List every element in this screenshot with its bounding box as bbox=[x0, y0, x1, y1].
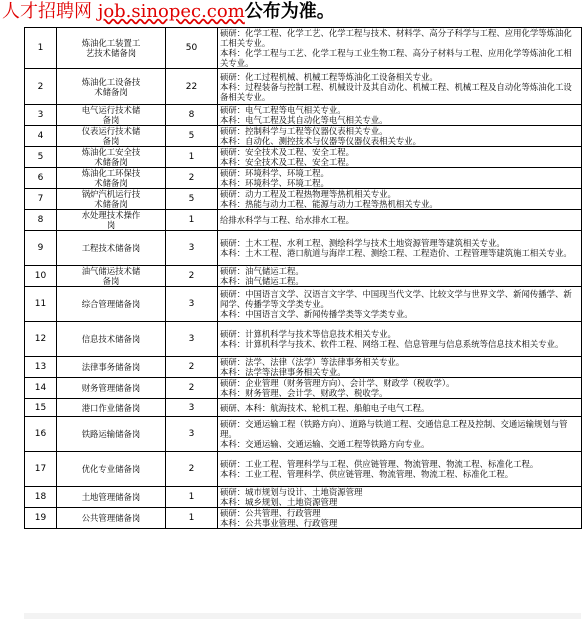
requirement-line: 给排水科学与工程、给水排水工程。 bbox=[220, 215, 354, 225]
headcount: 3 bbox=[166, 399, 218, 417]
header-prefix: 人才招聘网 bbox=[2, 1, 92, 22]
headcount: 1 bbox=[166, 487, 218, 508]
major-requirements bbox=[218, 168, 582, 189]
table-row bbox=[25, 508, 582, 529]
major-requirements bbox=[218, 322, 582, 357]
headcount: 3 bbox=[166, 231, 218, 266]
position-cell bbox=[57, 126, 166, 147]
position-cell bbox=[57, 417, 166, 452]
requirement-line: 硕研：环境科学、环境工程。 bbox=[220, 168, 329, 178]
requirement-line: 本科：化学工程与工艺、化学工程与工业生物工程、高分子材料与工程、应用化学等炼油化工相关专业。 bbox=[220, 48, 572, 68]
requirement-line: 本科：自动化、测控技术与仪器等仪器仪表相关专业。 bbox=[220, 136, 421, 146]
row-number: 5 bbox=[25, 147, 57, 168]
header-notice bbox=[2, 0, 335, 24]
major-requirements bbox=[218, 452, 582, 487]
major-requirements bbox=[218, 147, 582, 168]
headcount: 2 bbox=[166, 378, 218, 399]
row-number: 12 bbox=[25, 322, 57, 357]
header-suffix: 公布为准。 bbox=[244, 1, 335, 22]
headcount: 5 bbox=[166, 189, 218, 210]
position-cell bbox=[57, 322, 166, 357]
table-row bbox=[25, 69, 582, 105]
requirement-line: 本科：公共事业管理、行政管理 bbox=[220, 518, 338, 528]
table-row bbox=[25, 417, 582, 452]
headcount: 2 bbox=[166, 168, 218, 189]
requirement-line: 本科：土木工程、港口航道与海岸工程、测绘工程、工程造价、工程管理等建筑施工相关专业。 bbox=[220, 248, 572, 258]
headcount: 2 bbox=[166, 452, 218, 487]
position-cell bbox=[57, 189, 166, 210]
position-name: 法律事务储备岗 bbox=[81, 362, 141, 372]
position-name: 炼油化工安全技术储备岗 bbox=[81, 147, 141, 167]
position-cell bbox=[57, 378, 166, 399]
requirement-line: 硕研：安全技术及工程、安全工程。 bbox=[220, 147, 354, 157]
row-number: 8 bbox=[25, 210, 57, 231]
requirement-line: 本科：法学等法律事务相关专业。 bbox=[220, 367, 346, 377]
headcount: 5 bbox=[166, 126, 218, 147]
requirement-line: 硕研：城市规划与设计、土地资源管理 bbox=[220, 487, 363, 497]
position-name: 铁路运输储备岗 bbox=[81, 429, 141, 439]
table-row bbox=[25, 231, 582, 266]
major-requirements bbox=[218, 378, 582, 399]
row-number: 19 bbox=[25, 508, 57, 529]
requirement-line: 本科：环境科学、环境工程。 bbox=[220, 178, 329, 188]
requirement-line: 本科：安全技术及工程、安全工程。 bbox=[220, 157, 354, 167]
major-requirements bbox=[218, 210, 582, 231]
major-requirements bbox=[218, 189, 582, 210]
requirement-line: 硕研：化学工程、化学工艺、化学工程与技术、材料学、高分子科学与工程、应用化学等炼油化工相关专业。 bbox=[220, 28, 572, 48]
row-number: 17 bbox=[25, 452, 57, 487]
table-row bbox=[25, 287, 582, 322]
headcount: 1 bbox=[166, 147, 218, 168]
row-number: 1 bbox=[25, 28, 57, 69]
requirement-line: 硕研：电气工程等电气相关专业。 bbox=[220, 105, 346, 115]
position-cell bbox=[57, 168, 166, 189]
requirement-line: 硕研：化工过程机械、机械工程等炼油化工设备相关专业。 bbox=[220, 71, 438, 82]
row-number: 14 bbox=[25, 378, 57, 399]
requirement-line: 硕研：土木工程、水利工程、测绘科学与技术土地资源管理等建筑相关专业。 bbox=[220, 238, 505, 248]
requirement-line: 硕研：交通运输工程（铁路方向）、道路与铁道工程、交通信息工程及控制、交通运输规划与管理。 bbox=[220, 419, 568, 439]
requirement-line: 硕研：公共管理、行政管理 bbox=[220, 508, 321, 518]
position-name: 电气运行技术储备岗 bbox=[81, 105, 141, 125]
position-cell bbox=[57, 508, 166, 529]
requirement-line: 硕研：动力工程及工程热物理等热机相关专业。 bbox=[220, 189, 396, 199]
row-number: 18 bbox=[25, 487, 57, 508]
headcount: 3 bbox=[166, 322, 218, 357]
position-cell bbox=[57, 487, 166, 508]
row-number: 11 bbox=[25, 287, 57, 322]
requirement-line: 本科：工业工程、管理科学、供应链管理、物流管理、物流工程、标准化工程。 bbox=[220, 469, 514, 479]
requirement-line: 硕研：控制科学与工程等仪器仪表相关专业。 bbox=[220, 126, 388, 136]
position-name: 水处理技术操作岗 bbox=[81, 210, 141, 230]
position-cell bbox=[57, 357, 166, 378]
table-row bbox=[25, 322, 582, 357]
requirement-line: 本科：电气工程及其自动化等电气相关专业。 bbox=[220, 115, 388, 125]
position-name: 优化专业储备岗 bbox=[81, 464, 141, 474]
requirement-line: 本科：中国语言文学、新闻传播学类等文学类专业。 bbox=[220, 309, 413, 319]
major-requirements bbox=[218, 399, 582, 417]
headcount: 2 bbox=[166, 357, 218, 378]
row-number: 2 bbox=[25, 69, 57, 105]
row-number: 7 bbox=[25, 189, 57, 210]
table-row bbox=[25, 266, 582, 287]
row-number: 10 bbox=[25, 266, 57, 287]
table-row bbox=[25, 452, 582, 487]
requirement-line: 本科：城乡规划、土地资源管理 bbox=[220, 497, 338, 507]
position-cell bbox=[57, 105, 166, 126]
position-cell bbox=[57, 287, 166, 322]
position-cell bbox=[57, 266, 166, 287]
table-row bbox=[25, 147, 582, 168]
major-requirements bbox=[218, 487, 582, 508]
position-name: 炼油化工环保技术储备岗 bbox=[81, 168, 141, 188]
requirement-line: 硕研：油气储运工程。 bbox=[220, 266, 304, 276]
table-row bbox=[25, 105, 582, 126]
headcount: 2 bbox=[166, 266, 218, 287]
major-requirements bbox=[218, 105, 582, 126]
table-row bbox=[25, 28, 582, 69]
position-cell bbox=[57, 231, 166, 266]
position-cell bbox=[57, 399, 166, 417]
headcount: 1 bbox=[166, 210, 218, 231]
positions-table-body bbox=[25, 28, 582, 529]
position-cell bbox=[57, 210, 166, 231]
row-number: 4 bbox=[25, 126, 57, 147]
table-row bbox=[25, 168, 582, 189]
position-name: 土地管理储备岗 bbox=[81, 492, 141, 502]
headcount: 50 bbox=[166, 28, 218, 69]
requirement-line: 硕研、本科：航海技术、轮机工程、船舶电子电气工程。 bbox=[220, 402, 430, 413]
major-requirements bbox=[218, 28, 582, 69]
requirement-line: 本科：交通运输、交通运输、交通工程等铁路方向专业。 bbox=[220, 439, 430, 449]
table-row bbox=[25, 210, 582, 231]
position-name: 工程技术储备岗 bbox=[81, 243, 141, 253]
requirement-line: 硕研：中国语言文学、汉语言文字学、中国现当代文学、比较文学与世界文学、新闻传播学、新闻学、传播学等文学类专业。 bbox=[220, 289, 572, 309]
requirement-line: 本科：过程装备与控制工程、机械设计及其自动化、机械工程、机械工程及自动化等炼油化工设备相关专业。 bbox=[220, 81, 572, 102]
row-number: 6 bbox=[25, 168, 57, 189]
positions-table bbox=[24, 27, 582, 529]
position-name: 信息技术储备岗 bbox=[81, 334, 141, 344]
row-number: 9 bbox=[25, 231, 57, 266]
position-name: 油气储运技术储备岗 bbox=[81, 266, 141, 286]
headcount: 22 bbox=[166, 69, 218, 105]
major-requirements bbox=[218, 231, 582, 266]
headcount: 8 bbox=[166, 105, 218, 126]
position-cell bbox=[57, 69, 166, 105]
requirement-line: 本科：财务管理、会计学、财政学、税收学。 bbox=[220, 388, 388, 398]
position-cell bbox=[57, 28, 166, 69]
position-name: 锅炉汽机运行技术储备岗 bbox=[81, 189, 141, 209]
bottom-band bbox=[24, 613, 581, 619]
position-name: 综合管理储备岗 bbox=[81, 299, 141, 309]
table-row bbox=[25, 487, 582, 508]
major-requirements bbox=[218, 417, 582, 452]
requirement-line: 本科：计算机科学与技术、软件工程、网络工程、信息管理与信息系统等信息技术相关专业。 bbox=[220, 339, 564, 349]
position-cell bbox=[57, 147, 166, 168]
row-number: 16 bbox=[25, 417, 57, 452]
position-name: 炼油化工装置工艺技术储备岗 bbox=[81, 38, 141, 58]
header-site-link[interactable]: job.sinopec.com bbox=[97, 1, 245, 22]
position-name: 仪表运行技术储备岗 bbox=[81, 126, 141, 146]
row-number: 15 bbox=[25, 399, 57, 417]
requirement-line: 硕研：工业工程、管理科学与工程、供应链管理、物流管理、物流工程、标准化工程。 bbox=[220, 459, 539, 469]
position-name: 炼油化工设备技术储备岗 bbox=[81, 76, 141, 97]
major-requirements bbox=[218, 287, 582, 322]
position-cell bbox=[57, 452, 166, 487]
major-requirements bbox=[218, 266, 582, 287]
major-requirements bbox=[218, 357, 582, 378]
table-row bbox=[25, 357, 582, 378]
table-row bbox=[25, 399, 582, 417]
headcount: 1 bbox=[166, 508, 218, 529]
position-name: 财务管理储备岗 bbox=[81, 383, 141, 393]
row-number: 13 bbox=[25, 357, 57, 378]
table-row bbox=[25, 126, 582, 147]
table-row bbox=[25, 189, 582, 210]
table-row bbox=[25, 378, 582, 399]
requirement-line: 硕研：法学、法律（法学）等法律事务相关专业。 bbox=[220, 357, 405, 367]
major-requirements bbox=[218, 126, 582, 147]
requirement-line: 本科：油气储运工程。 bbox=[220, 276, 304, 286]
row-number: 3 bbox=[25, 105, 57, 126]
major-requirements bbox=[218, 508, 582, 529]
headcount: 3 bbox=[166, 417, 218, 452]
position-name: 港口作业储备岗 bbox=[81, 402, 141, 413]
requirement-line: 本科：热能与动力工程、能源与动力工程等热机相关专业。 bbox=[220, 199, 438, 209]
requirement-line: 硕研：计算机科学与技术等信息技术相关专业。 bbox=[220, 329, 396, 339]
requirement-line: 硕研：企业管理（财务管理方向）、会计学、财政学（税收学）。 bbox=[220, 378, 455, 388]
headcount: 3 bbox=[166, 287, 218, 322]
position-name: 公共管理储备岗 bbox=[81, 513, 141, 523]
major-requirements bbox=[218, 69, 582, 105]
